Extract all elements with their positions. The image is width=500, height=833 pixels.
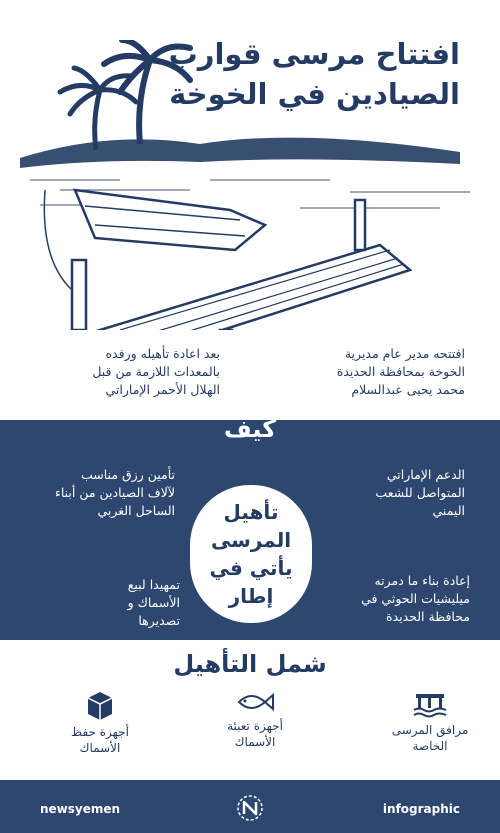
center-line: المرسى: [210, 528, 292, 552]
footer-brand: newsyemen: [40, 802, 121, 816]
box-icon: [84, 690, 116, 720]
how-item-line: تمهيدا لبيع: [127, 577, 180, 592]
how-item-line: الدعم الإماراتي: [386, 467, 465, 482]
info-right-line: الخوخة بمحافظة الحديدة: [336, 364, 465, 379]
feature-label: الخاصة: [412, 739, 448, 753]
center-line: إطار: [228, 584, 274, 608]
feature-label: الأسماك: [79, 741, 121, 755]
feature-dock-facilities: [370, 690, 490, 754]
how-item-right-1: [315, 466, 465, 520]
center-line: يأتي في: [209, 556, 293, 580]
how-item-left-1: [25, 466, 175, 520]
title-line-2: الصيادين في الخوخة: [169, 77, 460, 111]
includes-heading: شمل التأهيل: [173, 650, 327, 678]
how-item-right-2: [320, 572, 470, 626]
how-item-line: إعادة بناء ما دمرته: [374, 573, 470, 588]
feature-fish-packing: [195, 690, 315, 750]
how-item-line: ميليشيات الحوثي في: [361, 591, 470, 606]
how-item-line: تصديرها: [138, 613, 180, 628]
info-left-line: الهلال الأحمر الإماراتي: [105, 382, 220, 397]
feature-label: أجهزة حفظ: [71, 725, 129, 739]
feature-label: مرافق المرسى: [391, 723, 469, 737]
info-right: [275, 345, 465, 399]
dock-boat-illustration: [0, 40, 500, 360]
info-left-line: بالمعدات اللازمة من قبل: [92, 364, 220, 379]
how-item-line: المتواصل للشعب: [375, 485, 465, 500]
info-left-line: بعد اعادة تأهيله ورفده: [105, 346, 220, 361]
title-line-1: افتتاح مرسى قوارب: [168, 37, 460, 71]
center-line: تأهيل: [223, 500, 279, 524]
feature-fish-storage: [40, 690, 160, 756]
fish-icon: [235, 690, 275, 714]
how-heading: كيف: [223, 415, 277, 443]
footer-type: infographic: [382, 802, 460, 816]
how-item-line: الأسماك و: [127, 595, 180, 610]
info-right-line: محمد يحيى عبدالسلام: [351, 382, 465, 397]
how-item-line: الساحل الغربي: [97, 503, 175, 518]
info-left: [30, 345, 220, 399]
water-dock-icon: [412, 690, 448, 718]
how-item-left-2: [30, 576, 180, 630]
how-item-line: محافظة الحديدة: [386, 609, 470, 624]
newsyemen-logo-icon: [236, 794, 264, 822]
how-item-line: اليمني: [432, 503, 465, 518]
feature-label: الأسماك: [234, 735, 276, 749]
how-item-line: لآلاف الصيادين من أبناء: [54, 485, 175, 500]
info-right-line: افتتحه مدير عام مديرية: [344, 346, 465, 361]
feature-label: أجهزة تعبئة: [227, 719, 283, 733]
center-statement: [190, 485, 312, 623]
how-item-line: تأمين رزق مناسب: [80, 467, 175, 482]
